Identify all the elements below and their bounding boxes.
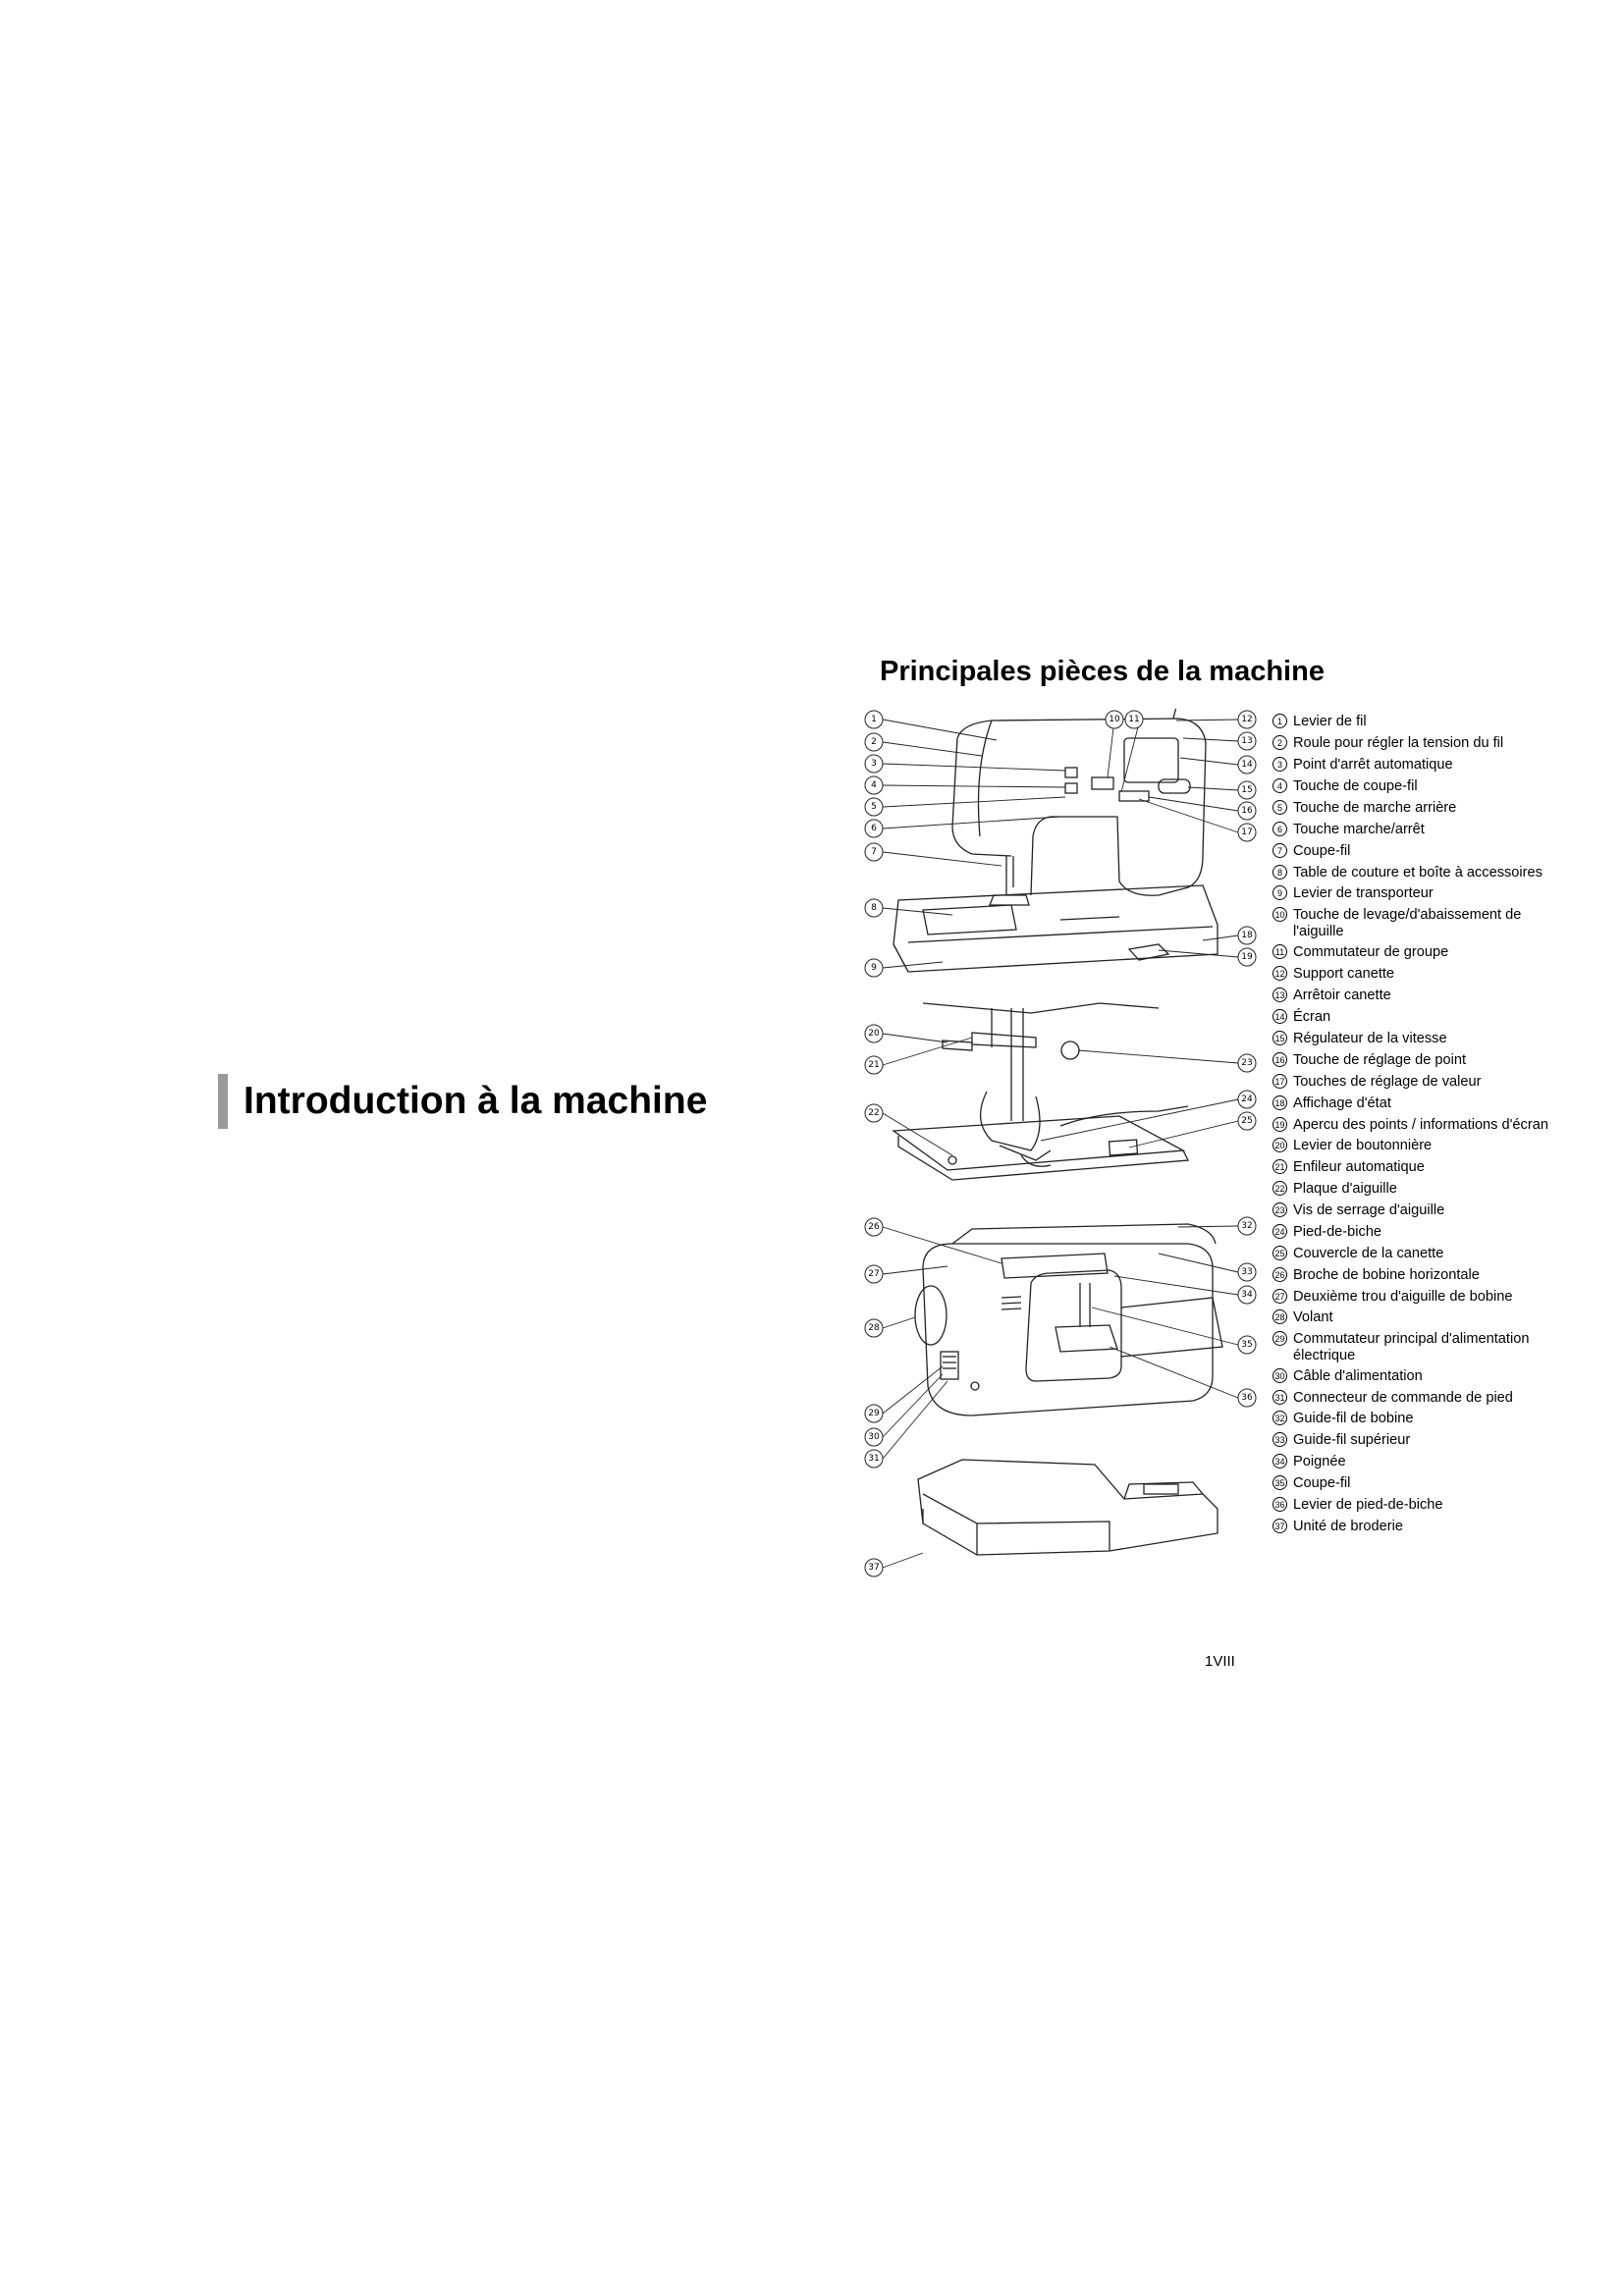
part-item (1272, 1009, 1557, 1026)
callout-5: 5 (871, 802, 877, 812)
part-number: 7 (1272, 843, 1287, 858)
part-number: 20 (1272, 1138, 1287, 1152)
part-item (1272, 988, 1557, 1004)
callout-14: 14 (1241, 760, 1253, 770)
part-item (1272, 1095, 1557, 1112)
part-item (1272, 1202, 1557, 1219)
part-label: Touche de marche arrière (1293, 800, 1457, 816)
part-label: Vis de serrage d'aiguille (1293, 1202, 1445, 1218)
callout-1: 1 (871, 715, 877, 724)
callout-20: 20 (868, 1029, 880, 1039)
page-number: 1VIII (1205, 1653, 1235, 1670)
part-number: 23 (1272, 1202, 1287, 1217)
sewing-machine-front-drawing (893, 709, 1218, 972)
callout-25: 25 (1241, 1116, 1253, 1126)
part-item (1272, 1309, 1557, 1326)
part-item (1272, 1159, 1557, 1176)
callout-30: 30 (868, 1432, 880, 1442)
part-item (1272, 944, 1557, 961)
part-number: 27 (1272, 1289, 1287, 1304)
part-label: Guide-fil de bobine (1293, 1411, 1414, 1426)
part-number: 21 (1272, 1159, 1287, 1174)
callout-7: 7 (871, 847, 877, 857)
part-number: 13 (1272, 988, 1287, 1002)
part-item (1272, 757, 1557, 774)
callout-28: 28 (868, 1323, 880, 1333)
part-number: 22 (1272, 1181, 1287, 1196)
part-item (1272, 778, 1557, 795)
part-number: 10 (1272, 907, 1287, 922)
part-label: Touche de levage/d'abaissement de l'aiguille (1293, 907, 1522, 939)
part-item (1272, 1052, 1557, 1069)
part-label: Poignée (1293, 1454, 1346, 1469)
part-label: Régulateur de la vitesse (1293, 1031, 1447, 1046)
callout-17: 17 (1241, 828, 1253, 837)
callout-36: 36 (1241, 1393, 1253, 1403)
callout-31: 31 (868, 1454, 880, 1464)
callout-19: 19 (1241, 952, 1253, 962)
part-label: Roule pour régler la tension du fil (1293, 735, 1504, 751)
part-number: 37 (1272, 1519, 1287, 1533)
part-item (1272, 1267, 1557, 1284)
part-number: 30 (1272, 1368, 1287, 1383)
part-item (1272, 1475, 1557, 1492)
part-number: 34 (1272, 1454, 1287, 1468)
page-heading: Principales pièces de la machine (880, 656, 1325, 687)
part-item (1272, 1454, 1557, 1470)
callout-37: 37 (868, 1563, 880, 1573)
part-label: Arrêtoir canette (1293, 988, 1391, 1003)
callout-29: 29 (868, 1409, 880, 1418)
part-label: Commutateur de groupe (1293, 944, 1449, 960)
part-number: 14 (1272, 1009, 1287, 1024)
machine-parts-figure (864, 709, 1257, 1631)
callout-22: 22 (868, 1108, 880, 1118)
part-item (1272, 1074, 1557, 1091)
section-title: Introduction à la machine (218, 1074, 707, 1129)
part-label: Plaque d'aiguille (1293, 1181, 1397, 1197)
callout-10: 10 (1109, 715, 1120, 724)
part-number: 31 (1272, 1390, 1287, 1405)
part-label: Couvercle de la canette (1293, 1246, 1444, 1261)
part-number: 35 (1272, 1475, 1287, 1490)
part-label: Coupe-fil (1293, 843, 1351, 859)
part-label: Affichage d'état (1293, 1095, 1391, 1111)
part-item (1272, 966, 1557, 983)
part-label: Levier de pied-de-biche (1293, 1497, 1443, 1513)
part-label: Levier de transporteur (1293, 885, 1434, 901)
parts-list (1272, 714, 1557, 1540)
part-item (1272, 843, 1557, 860)
part-label: Coupe-fil (1293, 1475, 1351, 1491)
part-label: Câble d'alimentation (1293, 1368, 1423, 1384)
callout-6: 6 (871, 824, 877, 833)
part-number: 15 (1272, 1031, 1287, 1045)
part-number: 3 (1272, 757, 1287, 772)
callout-12: 12 (1241, 715, 1253, 724)
part-item (1272, 907, 1557, 940)
part-item (1272, 1289, 1557, 1306)
callout-32: 32 (1241, 1221, 1253, 1231)
part-number: 26 (1272, 1267, 1287, 1282)
part-item (1272, 865, 1557, 881)
part-number: 29 (1272, 1331, 1287, 1346)
part-item (1272, 735, 1557, 752)
part-label: Apercu des points / informations d'écran (1293, 1117, 1548, 1133)
part-label: Point d'arrêt automatique (1293, 757, 1453, 773)
callout-33: 33 (1241, 1267, 1253, 1277)
part-item (1272, 1246, 1557, 1262)
callout-3: 3 (871, 759, 877, 769)
part-number: 1 (1272, 714, 1287, 728)
part-label: Touche de coupe-fil (1293, 778, 1418, 794)
callout-16: 16 (1241, 806, 1253, 816)
callout-9: 9 (871, 963, 877, 973)
part-item (1272, 714, 1557, 730)
presser-foot-closeup-drawing (893, 1003, 1188, 1180)
part-label: Levier de boutonnière (1293, 1138, 1433, 1153)
part-item (1272, 1224, 1557, 1241)
callout-23: 23 (1241, 1058, 1253, 1068)
part-number: 36 (1272, 1497, 1287, 1512)
callout-circles (865, 711, 1256, 1576)
part-number: 4 (1272, 778, 1287, 793)
part-number: 8 (1272, 865, 1287, 880)
part-item (1272, 1181, 1557, 1198)
part-number: 32 (1272, 1411, 1287, 1425)
callout-34: 34 (1241, 1290, 1253, 1300)
part-item (1272, 822, 1557, 838)
part-number: 17 (1272, 1074, 1287, 1089)
part-label: Deuxième trou d'aiguille de bobine (1293, 1289, 1513, 1305)
part-number: 2 (1272, 735, 1287, 750)
callout-27: 27 (868, 1269, 880, 1279)
callout-26: 26 (868, 1222, 880, 1232)
part-item (1272, 1368, 1557, 1385)
part-item (1272, 1411, 1557, 1427)
part-item (1272, 885, 1557, 902)
callout-15: 15 (1241, 785, 1253, 795)
callout-35: 35 (1241, 1340, 1253, 1350)
part-label: Touche de réglage de point (1293, 1052, 1467, 1068)
part-item (1272, 1138, 1557, 1154)
part-number: 12 (1272, 966, 1287, 981)
part-label: Support canette (1293, 966, 1395, 982)
callout-13: 13 (1241, 736, 1253, 746)
part-number: 9 (1272, 885, 1287, 900)
callout-24: 24 (1241, 1095, 1253, 1104)
part-label: Pied-de-biche (1293, 1224, 1382, 1240)
part-label: Broche de bobine horizontale (1293, 1267, 1480, 1283)
part-number: 11 (1272, 944, 1287, 959)
part-label: Touche marche/arrêt (1293, 822, 1425, 837)
part-label: Commutateur principal d'alimentation électrique (1293, 1331, 1530, 1363)
part-number: 24 (1272, 1224, 1287, 1239)
part-item (1272, 1031, 1557, 1047)
part-number: 19 (1272, 1117, 1287, 1132)
part-number: 33 (1272, 1432, 1287, 1447)
part-label: Levier de fil (1293, 714, 1367, 729)
part-item (1272, 1519, 1557, 1535)
callout-4: 4 (871, 780, 877, 790)
part-number: 28 (1272, 1309, 1287, 1324)
part-label: Unité de broderie (1293, 1519, 1403, 1534)
part-label: Volant (1293, 1309, 1333, 1325)
part-item (1272, 1432, 1557, 1449)
part-item (1272, 1390, 1557, 1407)
callout-8: 8 (871, 903, 877, 913)
part-number: 6 (1272, 822, 1287, 836)
part-label: Enfileur automatique (1293, 1159, 1425, 1175)
part-label: Table de couture et boîte à accessoires (1293, 865, 1543, 881)
part-number: 18 (1272, 1095, 1287, 1110)
callout-11: 11 (1128, 715, 1140, 724)
sewing-machine-rear-drawing (915, 1224, 1222, 1415)
part-number: 5 (1272, 800, 1287, 815)
part-number: 16 (1272, 1052, 1287, 1067)
embroidery-unit-drawing (918, 1460, 1218, 1555)
part-item (1272, 1331, 1557, 1364)
part-label: Guide-fil supérieur (1293, 1432, 1411, 1448)
callout-18: 18 (1241, 931, 1253, 940)
callout-21: 21 (868, 1060, 880, 1070)
part-item (1272, 1117, 1557, 1134)
part-label: Touches de réglage de valeur (1293, 1074, 1482, 1090)
part-number: 25 (1272, 1246, 1287, 1260)
callout-2: 2 (871, 737, 877, 747)
part-item (1272, 800, 1557, 817)
part-label: Écran (1293, 1009, 1331, 1025)
leader-lines (883, 720, 1238, 1568)
part-item (1272, 1497, 1557, 1514)
part-label: Connecteur de commande de pied (1293, 1390, 1513, 1406)
